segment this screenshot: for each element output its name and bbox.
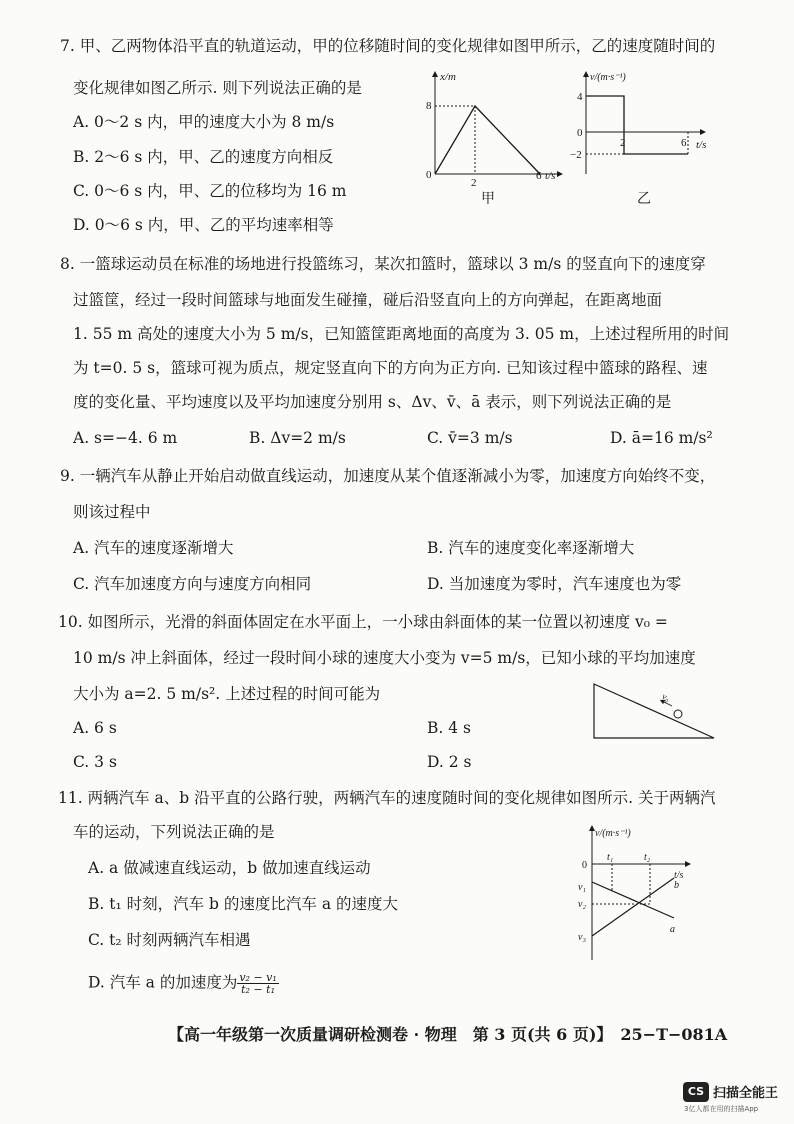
q11-option-a: A. a 做减速直线运动，b 做加速直线运动 bbox=[88, 859, 371, 877]
q11-v2: v₂ bbox=[578, 899, 586, 910]
jia-ylabel: x/m bbox=[440, 71, 456, 83]
camscanner-title: 扫描全能王 bbox=[713, 1086, 779, 1101]
jia-xlabel: t/s bbox=[545, 170, 556, 182]
yi-curve-neg bbox=[624, 132, 688, 154]
q11-line-b bbox=[592, 878, 674, 936]
q7-stem-line2: 变化规律如图乙所示. 则下列说法正确的是 bbox=[73, 79, 362, 97]
q9-option-d: D. 当加速度为零时，汽车速度也为零 bbox=[427, 575, 682, 593]
q10-stem-line2: 10 m/s 冲上斜面体，经过一段时间小球的速度大小变为 v=5 m/s，已知小球的平均加速度 bbox=[73, 649, 696, 667]
q7-graph-jia bbox=[420, 66, 570, 186]
q9-option-a: A. 汽车的速度逐渐增大 bbox=[73, 539, 234, 557]
camscanner-logo-icon: CS bbox=[683, 1082, 709, 1102]
camscanner-subtitle: 3亿人都在用的扫描App bbox=[684, 1105, 759, 1113]
q11-t2: t₂ bbox=[644, 852, 651, 863]
q11-xlabel: t/s bbox=[674, 870, 684, 881]
q7-option-c: C. 0～6 s 内，甲、乙的位移均为 16 m bbox=[73, 182, 347, 200]
q8-option-c: C. v̄=3 m/s bbox=[427, 429, 513, 447]
yi-tick-2: 2 bbox=[620, 137, 626, 149]
q11-option-d-text: D. 汽车 a 的加速度为 bbox=[88, 973, 238, 992]
yi-tick-0: 0 bbox=[577, 127, 583, 139]
page-footer: 【高一年级第一次质量调研检测卷 · 物理 第 3 页(共 6 页)】 25−T−081A bbox=[168, 1025, 728, 1044]
q8-stem-line1: 8. 一篮球运动员在标准的场地进行投篮练习，某次扣篮时，篮球以 3 m/s 的竖直向下的速度穿 bbox=[60, 255, 706, 273]
q11-option-d bbox=[88, 972, 279, 995]
yi-xlabel: t/s bbox=[696, 139, 707, 151]
q8-stem-line4: 为 t=0. 5 s，篮球可视为质点，规定竖直向下的方向为正方向. 已知该过程中篮球的路程、速 bbox=[73, 359, 708, 377]
q11-ylabel: v/(m·s⁻¹) bbox=[595, 828, 631, 839]
q8-stem-line2: 过篮筐，经过一段时间篮球与地面发生碰撞，碰后沿竖直向上的方向弹起，在距离地面 bbox=[73, 291, 663, 309]
q7-caption-yi: 乙 bbox=[637, 191, 651, 207]
q10-incline-figure bbox=[592, 680, 718, 742]
q11-origin: 0 bbox=[582, 860, 587, 871]
q11-t1: t₁ bbox=[607, 852, 614, 863]
incline-triangle bbox=[594, 684, 714, 738]
q11-option-d-fraction bbox=[237, 972, 278, 995]
v0-label: v₀ bbox=[660, 690, 672, 703]
jia-curve bbox=[435, 106, 540, 174]
q10-option-a: A. 6 s bbox=[73, 719, 117, 737]
jia-tick-6: 6 bbox=[536, 170, 542, 182]
q11-stem-line2: 车的运动，下列说法正确的是 bbox=[73, 823, 275, 841]
frac-denominator: t₂ − t₁ bbox=[241, 983, 275, 996]
q11-graph bbox=[570, 822, 700, 962]
q10-option-c: C. 3 s bbox=[73, 753, 117, 771]
frac-numerator: v₂ − v₁ bbox=[239, 971, 277, 984]
q7-option-a: A. 0～2 s 内，甲的速度大小为 8 m/s bbox=[73, 113, 335, 131]
q11-v1: v₁ bbox=[578, 882, 586, 893]
q10-option-d: D. 2 s bbox=[427, 753, 472, 771]
jia-tick-2: 2 bbox=[471, 177, 477, 186]
q9-stem-line2: 则该过程中 bbox=[73, 503, 151, 521]
q8-stem-line3: 1. 55 m 高处的速度大小为 5 m/s，已知篮筐距离地面的高度为 3. 05 m，上述过程所用的时间 bbox=[73, 325, 730, 343]
q8-stem-line5: 度的变化量、平均速度以及平均加速度分别用 s、Δv、v̄、ā 表示，则下列说法正确的是 bbox=[73, 393, 672, 411]
q9-option-c: C. 汽车加速度方向与速度方向相同 bbox=[73, 575, 312, 593]
jia-origin: 0 bbox=[426, 169, 432, 181]
q8-option-b: B. Δv=2 m/s bbox=[249, 429, 346, 447]
q10-stem-line3: 大小为 a=2. 5 m/s². 上述过程的时间可能为 bbox=[73, 685, 381, 703]
yi-tick-m2: −2 bbox=[570, 149, 582, 161]
q11-option-c: C. t₂ 时刻两辆汽车相遇 bbox=[88, 931, 251, 949]
q7-option-b: B. 2～6 s 内，甲、乙的速度方向相反 bbox=[73, 148, 334, 166]
q9-stem-line1: 9. 一辆汽车从静止开始启动做直线运动，加速度从某个值逐渐减小为零，加速度方向始终不变， bbox=[60, 467, 716, 485]
q7-option-d: D. 0～6 s 内，甲、乙的平均速率相等 bbox=[73, 216, 334, 234]
jia-tick-8: 8 bbox=[426, 100, 432, 112]
ball bbox=[674, 710, 682, 718]
q11-label-a: a bbox=[670, 924, 675, 935]
yi-tick-6: 6 bbox=[681, 137, 687, 149]
q11-v3: v₃ bbox=[578, 932, 586, 943]
q7-stem-line1: 7. 甲、乙两物体沿平直的轨道运动，甲的位移随时间的变化规律如图甲所示，乙的速度随时间的 bbox=[60, 37, 716, 55]
q11-stem-line1: 11. 两辆汽车 a、b 沿平直的公路行驶，两辆汽车的速度随时间的变化规律如图所示. 关于两辆汽 bbox=[58, 789, 716, 807]
yi-ylabel: v/(m·s⁻¹) bbox=[590, 72, 626, 83]
yi-tick-4: 4 bbox=[577, 91, 583, 103]
q7-caption-jia: 甲 bbox=[481, 191, 495, 207]
q7-graph-yi bbox=[568, 66, 718, 186]
q8-option-a: A. s=−4. 6 m bbox=[73, 429, 178, 447]
q8-option-d: D. ā=16 m/s² bbox=[610, 429, 713, 447]
yi-curve-pos bbox=[586, 96, 624, 132]
q11-option-b: B. t₁ 时刻，汽车 b 的速度比汽车 a 的速度大 bbox=[88, 895, 398, 913]
q9-option-b: B. 汽车的速度变化率逐渐增大 bbox=[427, 539, 635, 557]
q10-stem-line1: 10. 如图所示，光滑的斜面体固定在水平面上，一小球由斜面体的某一位置以初速度 v₀ = bbox=[58, 613, 668, 631]
q11-label-b: b bbox=[674, 880, 679, 891]
q10-option-b: B. 4 s bbox=[427, 719, 471, 737]
